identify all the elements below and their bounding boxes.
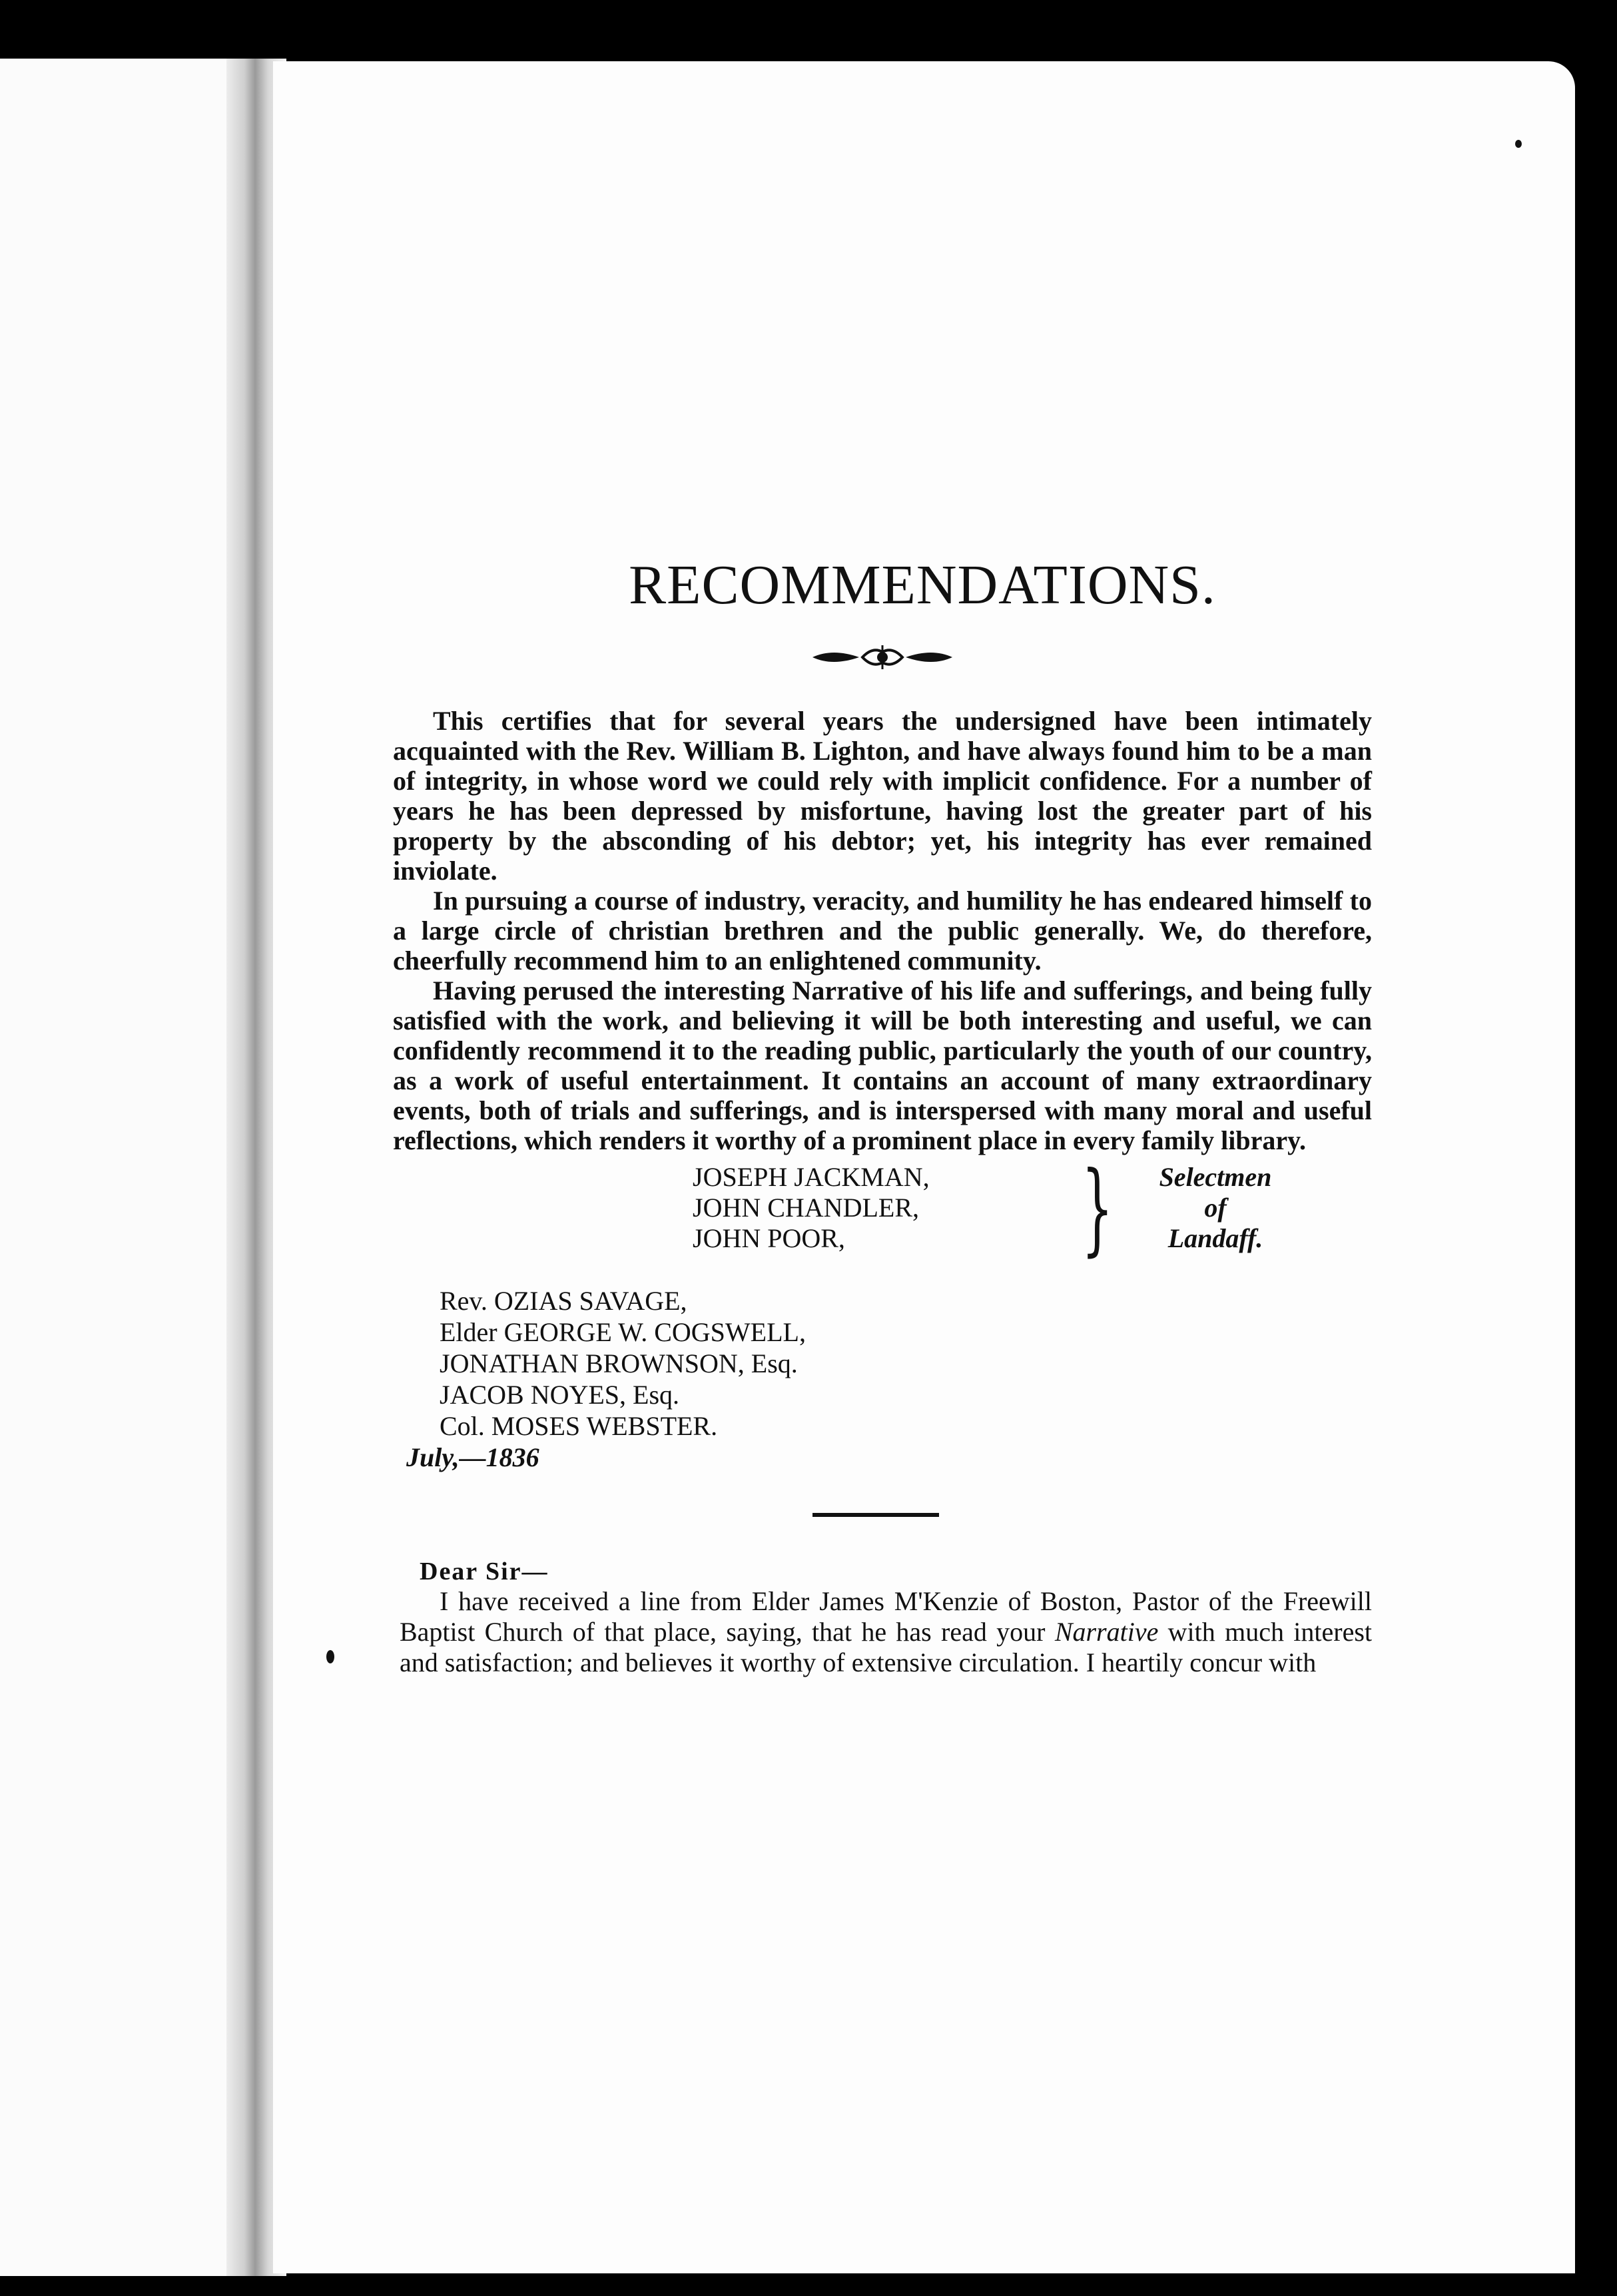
signer-name: JOSEPH JACKMAN, xyxy=(693,1162,930,1192)
signer-name: JOHN CHANDLER, xyxy=(693,1193,919,1223)
signer-name: Elder GEORGE W. COGSWELL, xyxy=(440,1317,806,1347)
ink-speck xyxy=(326,1650,334,1663)
section-divider xyxy=(812,1513,939,1517)
paragraph-narrative: Having perused the interesting Narrative of his life and sufferings, and being fully satisfied with the work, and believing it will be both interesting and useful, we can confidently recommend it to the reading public, particularly the youth of our country, as a work of useful entertainment. It contains an account of many extraordinary events, both of trials and sufferings, and is interspersed with many moral and useful reflections, which renders it worthy of a prominent place in every family library. xyxy=(393,976,1372,1155)
office-line: Selectmen xyxy=(1159,1162,1272,1192)
brace-icon: } xyxy=(1081,1151,1114,1267)
letter-text: with much interest and satisfaction; and believes it worthy of extensive circulation. I heartily concur with xyxy=(400,1617,1373,1677)
office-line: of xyxy=(1204,1193,1227,1223)
page-content xyxy=(393,553,1372,1678)
signer-name: Col. MOSES WEBSTER. xyxy=(440,1411,718,1441)
letter-salutation: Dear Sir— xyxy=(420,1558,549,1585)
recommendation-date: July,—1836 xyxy=(406,1442,539,1472)
letter-body xyxy=(400,1586,1372,1678)
page-title: RECOMMENDATIONS. xyxy=(629,554,1216,616)
selectmen-signatures xyxy=(393,1151,1372,1269)
other-signers xyxy=(440,1285,1372,1442)
signer-name: JACOB NOYES, Esq. xyxy=(440,1380,680,1410)
selectmen-names xyxy=(693,1162,930,1254)
left-page xyxy=(0,59,226,2276)
signer-name: JOHN POOR, xyxy=(693,1223,845,1253)
signer-name: Rev. OZIAS SAVAGE, xyxy=(440,1286,687,1316)
office-line: Landaff. xyxy=(1167,1223,1263,1253)
letter-text: I have received a line from Elder James M'Kenzie of Boston, Pastor of the Freewill Baptist Church of that place, saying, that he has read your xyxy=(400,1586,1372,1647)
paragraph-certification: This certifies that for several years the undersigned have been intimately acquainted with the Rev. William B. Lighton, and have always found him to be a man of integrity, in whose word we could rely with implicit confidence. For a number of years he has been depressed by misfortune, having lost the greater part of his property by the absconding of his debtor; yet, his integrity has ever remained inviolate. xyxy=(393,706,1372,886)
flourish-ornament-icon xyxy=(393,644,1372,674)
paragraph-character: In pursuing a course of industry, veracity, and humility he has endeared himself to a large circle of christian brethren and the public generally. We, do therefore, cheerfully recommend him to an enlightened community. xyxy=(393,886,1372,976)
selectmen-office xyxy=(1126,1162,1305,1254)
ink-speck xyxy=(1515,140,1522,148)
letter-italic-word: Narrative xyxy=(1054,1617,1159,1647)
signer-name: JONATHAN BROWNSON, Esq. xyxy=(440,1348,798,1378)
